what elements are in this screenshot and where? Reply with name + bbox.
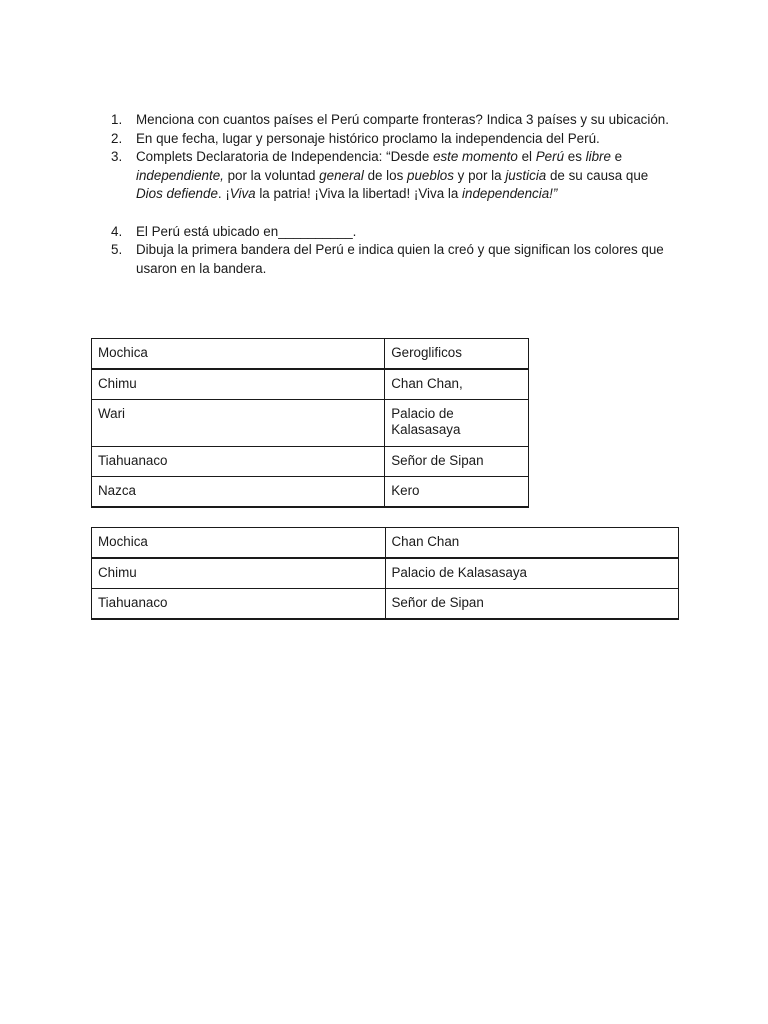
table-cell: Señor de Sipan	[385, 447, 529, 477]
table-row	[92, 339, 529, 370]
table-row	[92, 447, 529, 477]
question-text-segment: El Perú está ubicado en	[136, 223, 279, 239]
table-row	[92, 400, 529, 447]
question-number: 5.	[111, 242, 123, 258]
table-cell: Mochica	[92, 339, 385, 370]
question-text-italic: este momento	[433, 149, 518, 165]
question-text-segment: el	[517, 149, 536, 165]
table-cell: Tiahuanaco	[92, 447, 385, 477]
question-text-segment: por la voluntad	[223, 167, 320, 183]
culture-table-2	[91, 527, 679, 620]
table-row	[92, 589, 679, 620]
question-number: 3.	[111, 149, 123, 165]
question-item	[111, 223, 676, 242]
question-text-segment: Complets Declaratoria de Independencia: “Desde	[136, 149, 433, 165]
question-text-segment: .	[352, 223, 357, 239]
table-cell: Tiahuanaco	[92, 589, 386, 620]
table-row	[92, 477, 529, 508]
question-text-italic: Dios defiende	[136, 186, 218, 202]
table-row	[92, 369, 529, 400]
question-number: 4.	[111, 223, 123, 239]
table-cell: Nazca	[92, 477, 385, 508]
table-cell: Chimu	[92, 369, 385, 400]
table-row	[92, 558, 679, 589]
question-text-italic: pueblos	[407, 167, 454, 183]
question-text: Menciona con cuantos países el Perú comparte fronteras? Indica 3 países y su ubicación.	[136, 112, 669, 127]
table-cell: Geroglificos	[385, 339, 529, 370]
question-text-italic: independencia!”	[462, 186, 558, 202]
question-number: 1.	[111, 112, 123, 127]
question-text-italic: Perú	[535, 149, 565, 165]
question-text-segment: es	[564, 149, 586, 165]
question-list	[111, 111, 676, 278]
table-cell: Kero	[385, 477, 529, 508]
table-cell: Señor de Sipan	[385, 589, 679, 620]
question-text-italic: Viva	[229, 186, 256, 202]
question-number: 2.	[111, 130, 123, 146]
question-text-segment: de los	[363, 167, 408, 183]
question-item	[111, 148, 676, 204]
question-text-segment: . ¡	[217, 186, 230, 202]
table-cell: Palacio de Kalasasaya	[385, 400, 529, 447]
table-cell: Chimu	[92, 558, 386, 589]
question-text-segment: e	[610, 149, 623, 165]
question-text-italic: justicia	[505, 167, 547, 183]
table-cell: Palacio de Kalasasaya	[385, 558, 679, 589]
question-text-italic: libre	[585, 149, 611, 165]
question-text: En que fecha, lugar y personaje histórico proclamo la independencia del Perú.	[136, 130, 600, 146]
table-cell: Wari	[92, 400, 385, 447]
question-text-italic: general	[319, 167, 364, 183]
question-text: Dibuja la primera bandera del Perú e indica quien la creó y que significan los colores que usaron en la bandera.	[136, 242, 664, 276]
question-text-segment: la patria! ¡Viva la libertad! ¡Viva la	[255, 186, 463, 202]
question-item	[111, 111, 676, 130]
question-text-italic: independiente,	[136, 167, 224, 183]
question-text-segment: y por la	[453, 167, 506, 183]
table-row	[92, 528, 679, 559]
table-cell: Mochica	[92, 528, 386, 559]
table-cell: Chan Chan	[385, 528, 679, 559]
culture-table-1	[91, 338, 529, 508]
answer-blank: __________	[278, 223, 353, 239]
question-item	[111, 241, 676, 278]
table-cell: Chan Chan,	[385, 369, 529, 400]
question-text-segment: de su causa que	[546, 167, 649, 183]
question-item	[111, 130, 676, 149]
